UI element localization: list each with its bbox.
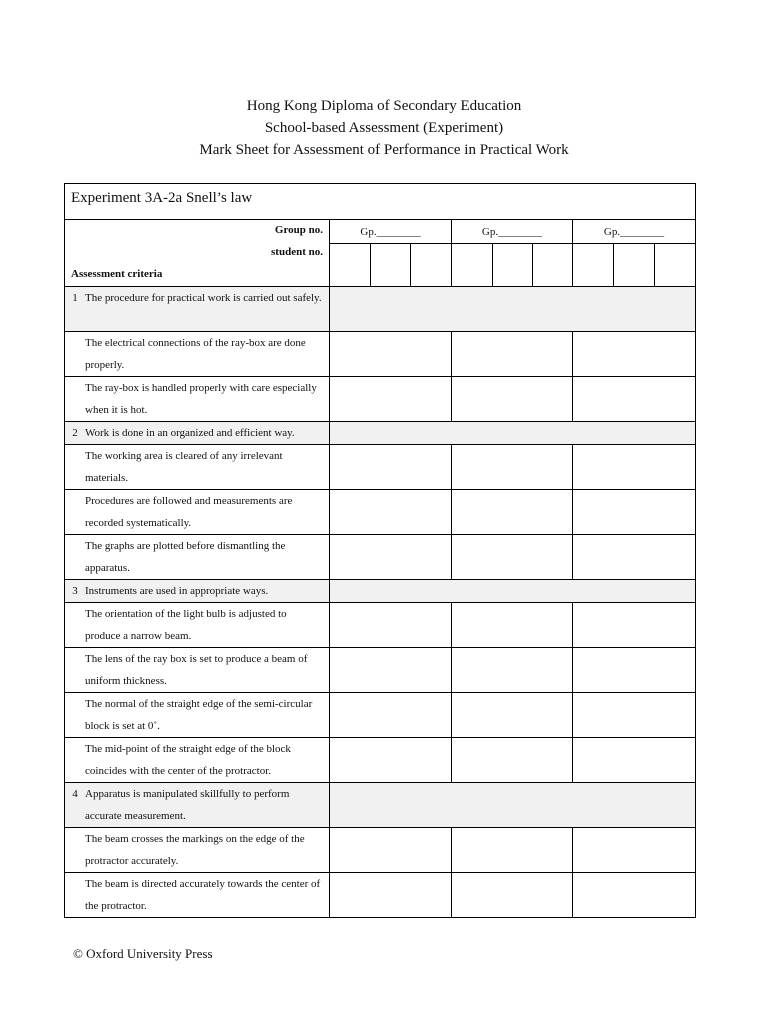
mark-cell-group-1[interactable] [330,332,452,377]
criteria-item-row [65,738,696,783]
criterion-text: Work is done in an organized and efficient way. [85,427,295,439]
experiment-title: Experiment 3A-2a Snell’s law [65,184,696,220]
criterion-cell [65,422,330,445]
mark-cell-group-1[interactable] [330,445,452,490]
student-no-cell[interactable] [371,244,411,287]
section-shaded-cell [330,580,696,603]
criterion-text: The electrical connections of the ray-box are done properly. [85,337,306,371]
criterion-cell [65,535,330,580]
student-no-cell[interactable] [411,244,452,287]
group-2-number[interactable]: Gp.________ [452,220,573,244]
criterion-cell [65,490,330,535]
criterion-text: The working area is cleared of any irrelevant materials. [85,450,283,484]
group-3-number[interactable]: Gp.________ [573,220,696,244]
mark-sheet-table [64,183,696,918]
criterion-text: The graphs are plotted before dismantling the apparatus. [85,540,286,574]
criteria-section-row [65,580,696,603]
criterion-number: 4 [72,788,78,800]
criteria-item-row [65,693,696,738]
mark-cell-group-2[interactable] [452,648,573,693]
criterion-number [65,648,85,692]
criterion-text: Instruments are used in appropriate ways. [85,585,269,597]
criterion-number [65,535,85,579]
criterion-number [65,445,85,489]
mark-cell-group-1[interactable] [330,490,452,535]
mark-cell-group-1[interactable] [330,377,452,422]
copyright-footer: © Oxford University Press [73,946,213,961]
criteria-item-row [65,535,696,580]
criterion-text: The lens of the ray box is set to produce a beam of uniform thickness. [85,653,308,687]
criterion-text: Procedures are followed and measurements are recorded systematically. [85,495,293,529]
criterion-cell [65,873,330,918]
group-1-number[interactable]: Gp.________ [330,220,452,244]
criterion-cell [65,603,330,648]
criterion-number: 2 [72,427,78,439]
criterion-text: Apparatus is manipulated skillfully to perform accurate measurement. [85,788,290,822]
criteria-section-row [65,287,696,332]
criteria-header [65,220,330,287]
mark-cell-group-1[interactable] [330,873,452,918]
student-no-cell[interactable] [655,244,696,287]
criterion-cell [65,783,330,828]
criterion-cell [65,828,330,873]
criterion-text: The mid-point of the straight edge of the block coincides with the center of the protractor. [85,743,291,777]
student-no-cell[interactable] [614,244,655,287]
criterion-cell [65,332,330,377]
student-no-label: student no. [271,246,323,258]
criterion-text: The normal of the straight edge of the semi-circular block is set at 0˚. [85,698,313,732]
mark-cell-group-3[interactable] [573,738,696,783]
criterion-text: The beam is directed accurately towards the center of the protractor. [85,878,321,912]
mark-cell-group-1[interactable] [330,693,452,738]
mark-cell-group-3[interactable] [573,445,696,490]
mark-cell-group-3[interactable] [573,535,696,580]
mark-cell-group-2[interactable] [452,535,573,580]
mark-cell-group-2[interactable] [452,738,573,783]
mark-cell-group-3[interactable] [573,377,696,422]
group-no-label: Group no. [274,224,323,236]
mark-cell-group-3[interactable] [573,693,696,738]
criteria-section-row [65,783,696,828]
criterion-cell [65,377,330,422]
student-no-cell[interactable] [330,244,371,287]
mark-cell-group-2[interactable] [452,490,573,535]
criterion-cell [65,738,330,783]
criterion-number [65,377,85,421]
mark-cell-group-2[interactable] [452,445,573,490]
criterion-cell [65,580,330,603]
student-no-cell[interactable] [573,244,614,287]
criteria-item-row [65,603,696,648]
criterion-number [65,332,85,376]
criteria-item-row [65,828,696,873]
mark-cell-group-2[interactable] [452,377,573,422]
student-no-cell[interactable] [533,244,573,287]
criteria-item-row [65,873,696,918]
criterion-cell [65,287,330,332]
criteria-item-row [65,648,696,693]
header-line-2: School-based Assessment (Experiment) [264,120,504,136]
criteria-item-row [65,332,696,377]
header-line-3: Mark Sheet for Assessment of Performance in Practical Work [199,142,569,158]
criterion-text: The orientation of the light bulb is adjusted to produce a narrow beam. [85,608,287,642]
section-shaded-cell [330,422,696,445]
mark-cell-group-3[interactable] [573,603,696,648]
document-header [0,95,768,161]
criteria-item-row [65,445,696,490]
student-no-cell[interactable] [452,244,493,287]
criteria-item-row [65,490,696,535]
mark-cell-group-1[interactable] [330,535,452,580]
mark-cell-group-3[interactable] [573,873,696,918]
criterion-text: The beam crosses the markings on the edge of the protractor accurately. [85,833,305,867]
criterion-number [65,873,85,917]
mark-cell-group-1[interactable] [330,738,452,783]
criterion-number [65,828,85,872]
criterion-number [65,738,85,782]
criterion-text: The procedure for practical work is carried out safely. [85,292,322,304]
mark-cell-group-3[interactable] [573,648,696,693]
assessment-criteria-label: Assessment criteria [71,268,163,280]
student-no-cell[interactable] [493,244,533,287]
criterion-number [65,603,85,647]
section-shaded-cell [330,783,696,828]
criteria-item-row [65,377,696,422]
criterion-text: The ray-box is handled properly with care especially when it is hot. [85,382,317,416]
criteria-section-row [65,422,696,445]
mark-cell-group-3[interactable] [573,332,696,377]
header-line-1: Hong Kong Diploma of Secondary Education [246,98,522,114]
criterion-cell [65,648,330,693]
mark-cell-group-2[interactable] [452,828,573,873]
mark-cell-group-1[interactable] [330,648,452,693]
criterion-number [65,490,85,534]
mark-cell-group-2[interactable] [452,693,573,738]
mark-cell-group-2[interactable] [452,873,573,918]
criterion-number: 1 [72,292,78,304]
section-shaded-cell [330,287,696,332]
criterion-number [65,693,85,737]
mark-cell-group-2[interactable] [452,332,573,377]
criterion-cell [65,445,330,490]
criterion-cell [65,693,330,738]
mark-cell-group-2[interactable] [452,603,573,648]
mark-cell-group-3[interactable] [573,490,696,535]
mark-cell-group-3[interactable] [573,828,696,873]
mark-cell-group-1[interactable] [330,828,452,873]
mark-cell-group-1[interactable] [330,603,452,648]
criterion-number: 3 [72,585,78,597]
